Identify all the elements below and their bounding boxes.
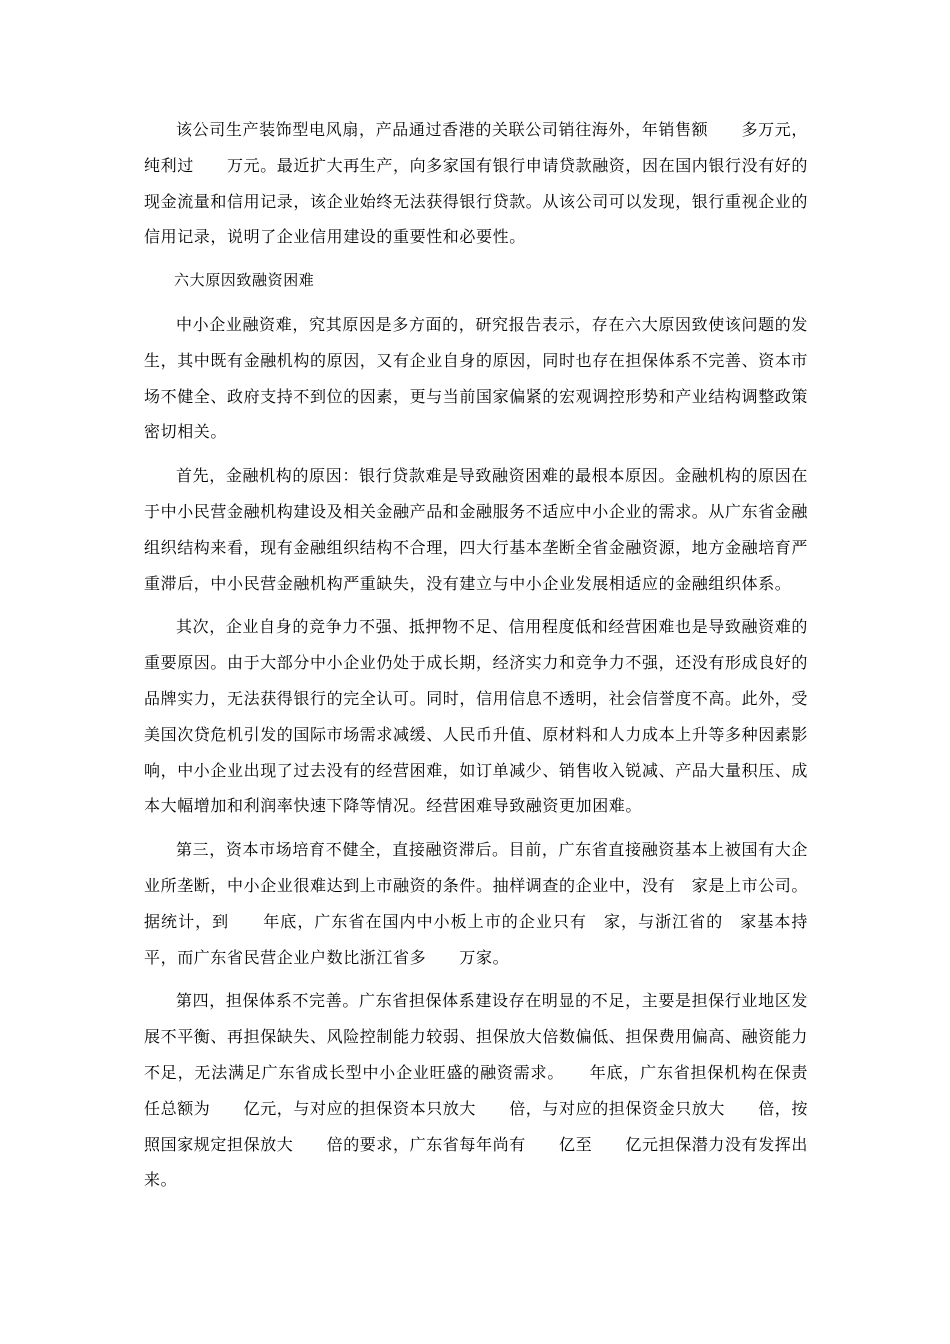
paragraph-fourth-reason: 第四，担保体系不完善。广东省担保体系建设存在明显的不足，主要是担保行业地区发展不平衡、再担保缺失、风险控制能力较弱、担保放大倍数偏低、担保费用偏高、融资能力不足，无法满足广东省成长型中小企业旺盛的融资需求。 年底，广东省担保机构在保责任总额为 亿元，与对应的担保资本只放大 倍，与对应的担保资金只放大 倍，按照国家规定担保放大 倍的要求，广东省每年尚有 亿至 亿元担保潜力没有发挥出来。 (144, 991, 809, 1190)
section-heading: 六大原因致融资困难 (174, 271, 315, 290)
paragraph-third-reason: 第三，资本市场培育不健全，直接融资滞后。目前，广东省直接融资基本上被国有大企业所垄断，中小企业很难达到上市融资的条件。抽样调查的企业中，没有 家是上市公司。据统计，到 年底，广东省在国内中小板上市的企业只有 家，与浙江省的 家基本持平，而广东省民营企业户数比浙江省多 万家。 (144, 840, 809, 967)
paragraph-second-reason: 其次，企业自身的竞争力不强、抵押物不足、信用程度低和经营困难也是导致融资难的重要原因。由于大部分中小企业仍处于成长期，经济实力和竞争力不强，还没有形成良好的品牌实力，无法获得银行的完全认可。同时，信用信息不透明，社会信誉度不高。此外，受美国次贷危机引发的国际市场需求减缓、人民币升值、原材料和人力成本上升等多种因素影响，中小企业出现了过去没有的经营困难，如订单减少、销售收入锐减、产品大量积压、成本大幅增加和利润率快速下降等情况。经营困难导致融资更加困难。 (144, 617, 809, 816)
paragraph-company-case: 该公司生产装饰型电风扇，产品通过香港的关联公司销往海外，年销售额 多万元，纯利过 万元。最近扩大再生产，向多家国有银行申请贷款融资，因在国内银行没有好的现金流量和信用记录，该企业始终无法获得银行贷款。从该公司可以发现，银行重视企业的信用记录，说明了企业信用建设的重要性和必要性。 (144, 120, 809, 247)
paragraph-overview: 中小企业融资难，究其原因是多方面的，研究报告表示，存在六大原因致使该问题的发生，其中既有金融机构的原因，又有企业自身的原因，同时也存在担保体系不完善、资本市场不健全、政府支持不到位的因素，更与当前国家偏紧的宏观调控形势和产业结构调整政策密切相关。 (144, 314, 809, 442)
document-body (144, 112, 808, 1206)
paragraph-first-reason: 首先，金融机构的原因：银行贷款难是导致融资困难的最根本原因。金融机构的原因在于中小民营金融机构建设及相关金融产品和金融服务不适应中小企业的需求。从广东省金融组织结构来看，现有金融组织结构不合理，四大行基本垄断全省金融资源，地方金融培育严重滞后，中小民营金融机构严重缺失，没有建立与中小企业发展相适应的金融组织体系。 (144, 466, 809, 593)
